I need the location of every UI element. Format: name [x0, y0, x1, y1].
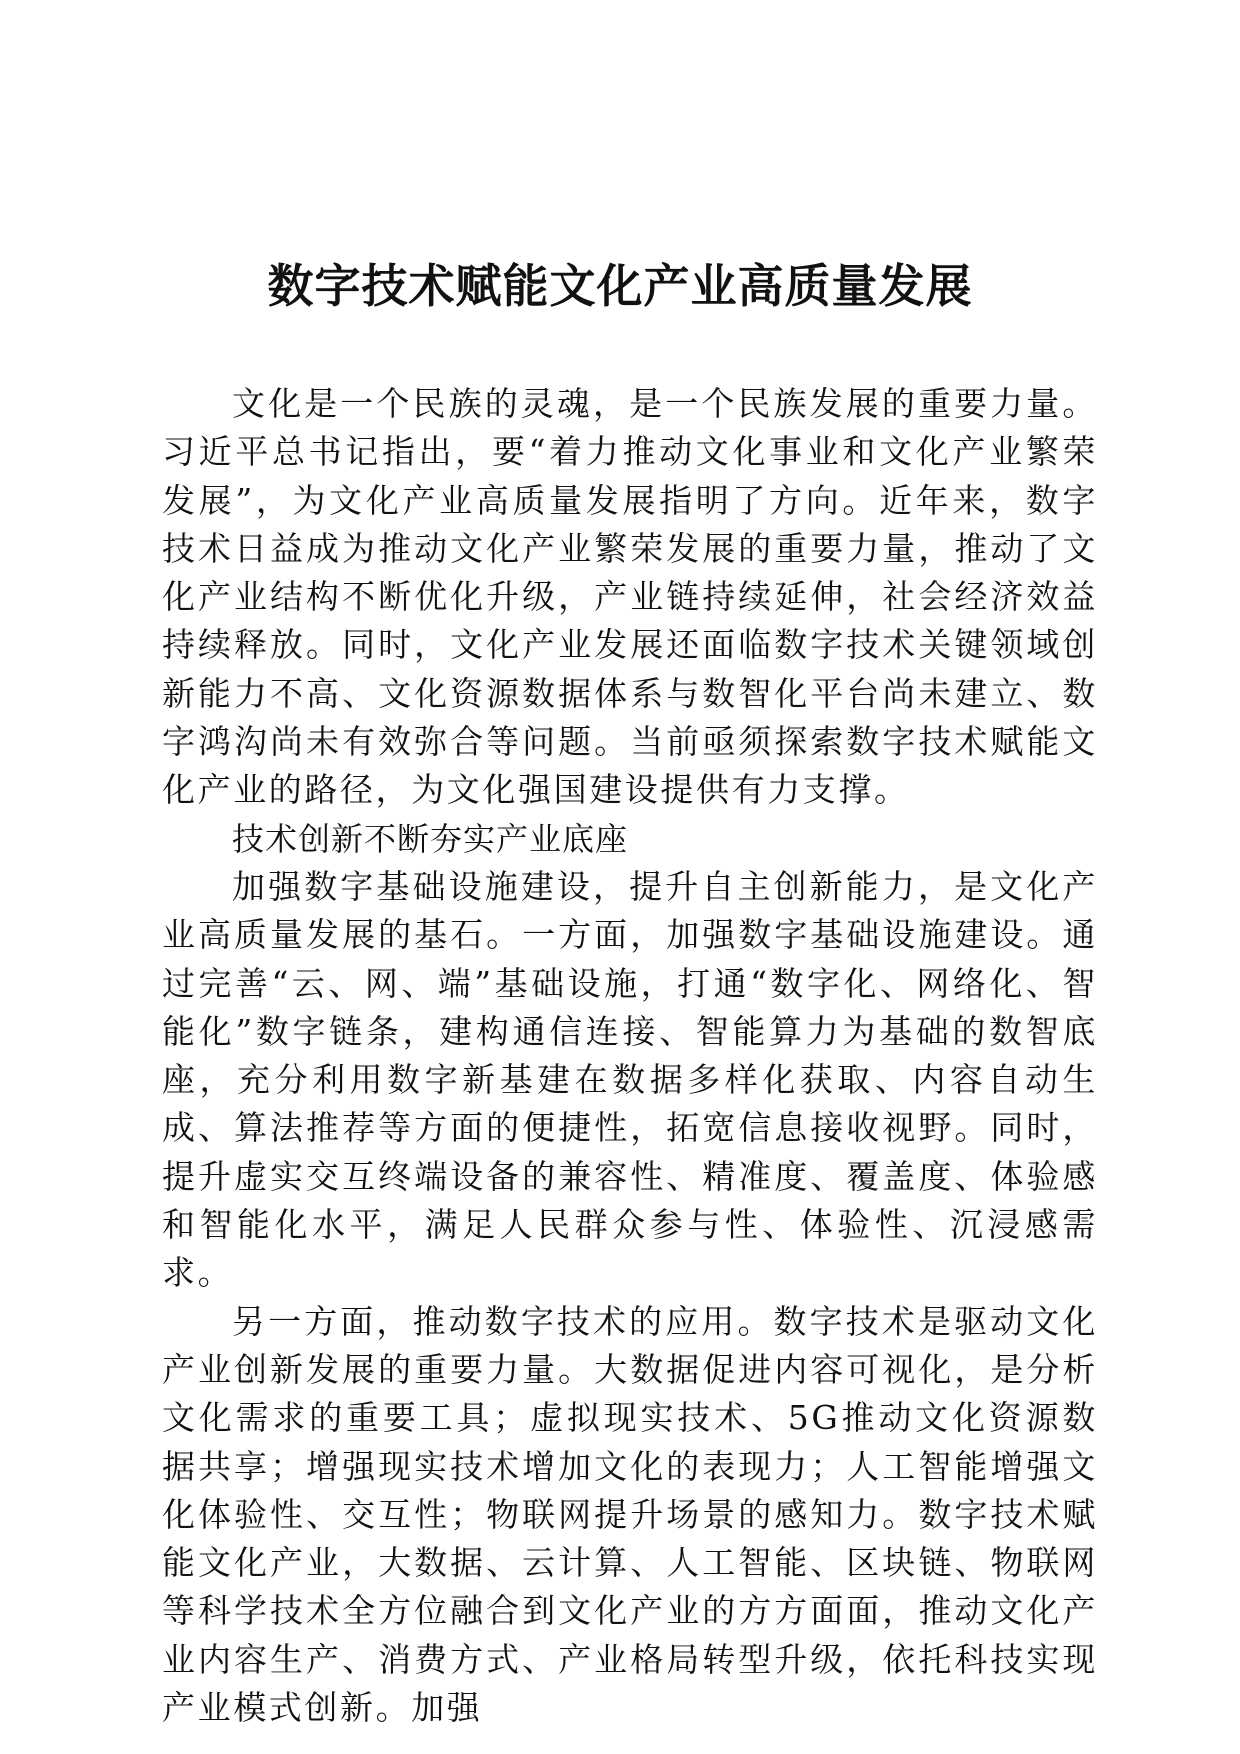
- section-paragraph: 加强数字基础设施建设，提升自主创新能力，是文化产业高质量发展的基石。一方面，加强数字基础设施建设。通过完善“云、网、端”基础设施，打通“数字化、网络化、智能化”数字链条，建构通信连接、智能算力为基础的数智底座，充分利用数字新基建在数据多样化获取、内容自动生成、算法推荐等方面的便捷性，拓宽信息接收视野。同时，提升虚实交互终端设备的兼容性、精准度、覆盖度、体验感和智能化水平，满足人民群众参与性、体验性、沉浸感需求。: [162, 866, 1098, 1293]
- document-title: 数字技术赋能文化产业高质量发展: [267, 259, 973, 313]
- intro-paragraph: 文化是一个民族的灵魂，是一个民族发展的重要力量。习近平总书记指出，要“着力推动文化事业和文化产业繁荣发展”，为文化产业高质量发展指明了方向。近年来，数字技术日益成为推动文化产业繁荣发展的重要力量，推动了文化产业结构不断优化升级，产业链持续延伸，社会经济效益持续释放。同时，文化产业发展还面临数字技术关键领域创新能力不高、文化资源数据体系与数智化平台尚未建立、数字鸿沟尚未有效弥合等问题。当前亟须探索数字技术赋能文化产业的路径，为文化强国建设提供有力支撑。: [162, 384, 1098, 810]
- section-heading: 技术创新不断夯实产业底座: [232, 819, 629, 858]
- document-body: [162, 380, 1098, 1732]
- section-paragraph: 另一方面，推动数字技术的应用。数字技术是驱动文化产业创新发展的重要力量。大数据促进内容可视化，是分析文化需求的重要工具；虚拟现实技术、5G推动文化资源数据共享；增强现实技术增加文化的表现力；人工智能增强文化体验性、交互性；物联网提升场景的感知力。数字技术赋能文化产业，大数据、云计算、人工智能、区块链、物联网等科学技术全方位融合到文化产业的方方面面，推动文化产业内容生产、消费方式、产业格局转型升级，依托科技实现产业模式创新。加强: [162, 1301, 1098, 1728]
